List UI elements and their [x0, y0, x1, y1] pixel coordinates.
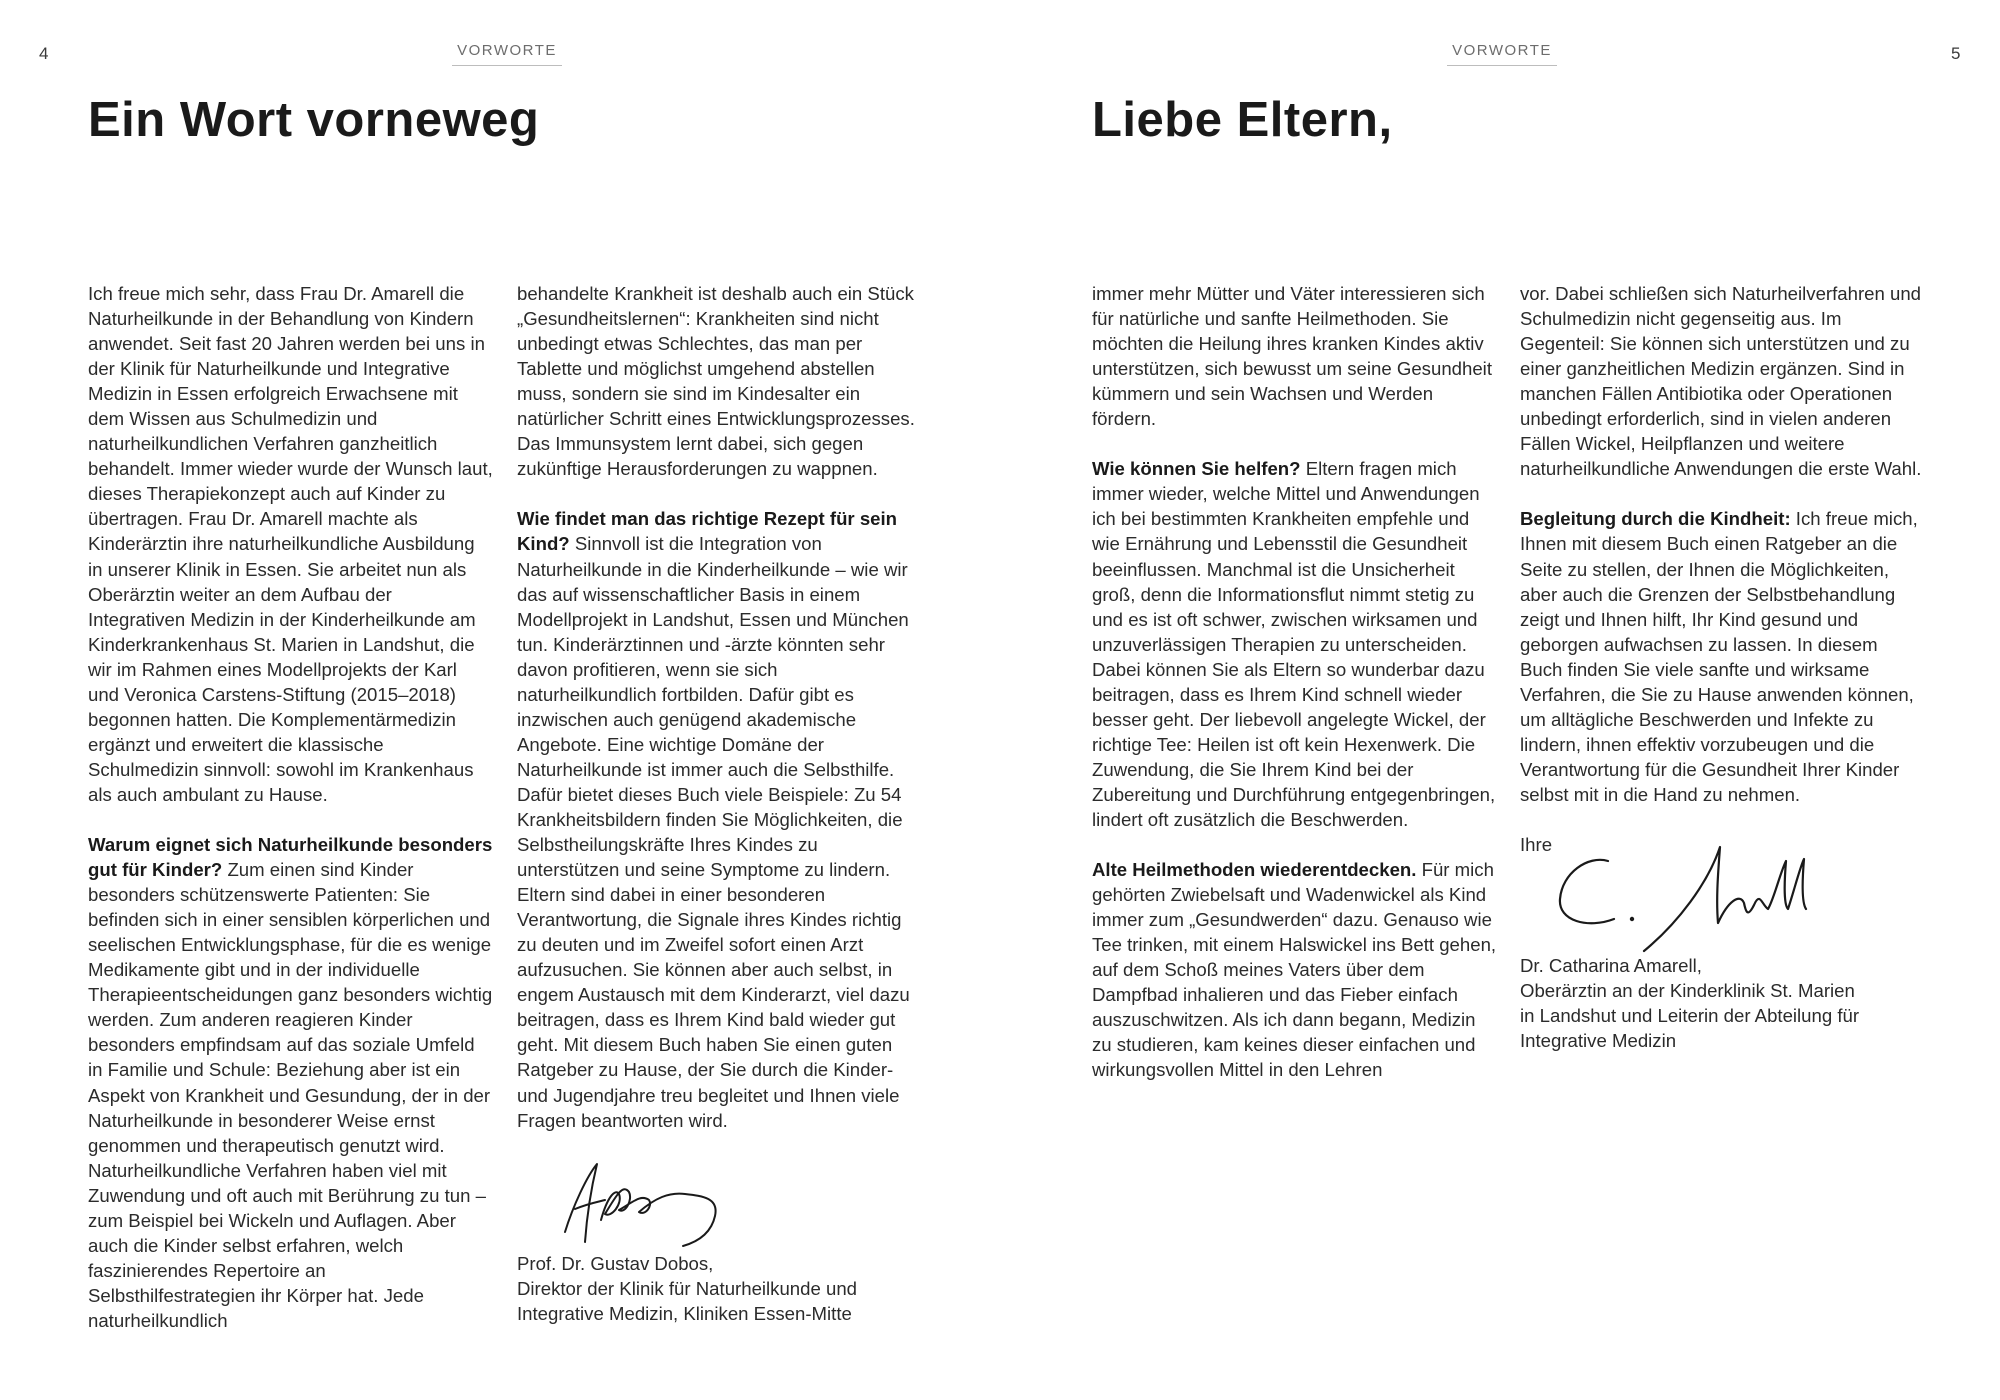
paragraph: Ich freue mich sehr, dass Frau Dr. Amarell die Naturheilkunde in der Behandlung von Kindern anwendet. Seit fast 20 Jahren werden bei uns in der Klinik für Naturheilkunde und Integrative Medizin in Essen erfolgreich Erwachsene mit dem Wissen aus Schulmedizin und naturheilkundlichen Verfahren ganzheitlich behandelt. Immer wieder wurde der Wunsch laut, dieses Therapiekonzept auch auf Kinder zu übertragen. Frau Dr. Amarell machte als Kinderärztin ihre naturheilkundliche Ausbildung in unserer Klinik in Essen. Sie arbeitet nun als Oberärztin weiter an dem Aufbau der Integrativen Medizin in der Kinderheilkunde am Kinderkrankenhaus St. Marien in Landshut, die wir im Rahmen eines Modellprojekts der Karl und Veronica Carstens-Stiftung (2015–2018) begonnen hatten. Die Komplementärmedizin ergänzt und erweitert die klassische Schulmedizin sinnvoll: sowohl im Krankenhaus als auch ambulant zu Hause.: [88, 283, 493, 805]
page-title-left: Ein Wort vorneweg: [88, 93, 540, 147]
paragraph: behandelte Krankheit ist deshalb auch ein Stück „Gesundheitslernen“: Krankheiten sind nicht unbedingt etwas Schlechtes, das man per Tablette und möglichst umgehend abstellen muss, sondern sie sind im Kindesalter ein natürlicher Schritt eines Entwicklungsprozesses. Das Immunsystem lernt dabei, sich gegen zukünftige Herausforderungen zu wappnen.: [517, 283, 915, 480]
paragraph: [1520, 506, 1925, 807]
paragraph-heading: Wie können Sie helfen?: [1092, 458, 1301, 480]
signature-dobos: [557, 1154, 767, 1249]
signer-role: in Landshut und Leiterin der Abteilung für: [1520, 1005, 1860, 1027]
paragraph: vor. Dabei schließen sich Naturheilverfahren und Schulmedizin nicht gegenseitig aus. Im Gegenteil: Sie können sich unterstützen und zu einer ganzheitlichen Medizin ergänzen. Sind in manchen Fällen Antibiotika oder Operationen unbedingt erforderlich, sind in vielen anderen Fällen Wickel, Heilpflanzen und weitere naturheilkundliche Anwendungen die erste Wahl.: [1520, 283, 1922, 480]
signer-block: [1520, 953, 1925, 1053]
signature-amarell: [1548, 843, 1838, 953]
paragraph-heading: Wie findet man das richtige Rezept für sein Kind?: [517, 508, 898, 555]
page-title-right: Liebe Eltern,: [1092, 93, 1393, 147]
left-column-1: [88, 281, 493, 1333]
paragraph-body: Eltern fragen mich immer wieder, welche Mittel und Anwendungen ich bei bestimmten Krankheiten empfehle und wie Ernährung und Lebensstil die Gesundheit beeinflussen. Manchmal ist die Unsicherheit groß, denn die Informationsflut nimmt stetig zu und es ist oft schwer, zwischen wirksamen und unzuverlässigen Therapien zu unterscheiden. Dabei können Sie als Eltern so wunderbar dazu beitragen, dass es Ihrem Kind schnell wieder besser geht. Der liebevoll angelegte Wickel, der richtige Tee: Heilen ist oft kein Hexenwerk. Die Zuwendung, die Sie Ihrem Kind bei der Zubereitung und Durchführung entgegenbringen, lindert oft zusätzlich die Beschwerden.: [1092, 458, 1496, 830]
running-head-right: VORWORTE: [1447, 42, 1557, 66]
paragraph-body: Ich freue mich, Ihnen mit diesem Buch einen Ratgeber an die Seite zu stellen, der Ihnen die Möglichkeiten, aber auch die Grenzen der Selbstbehandlung zeigt und Ihnen hilft, Ihr Kind gesund und geborgen aufwachsen zu lassen. In diesem Buch finden Sie viele sanfte und wirksame Verfahren, die Sie zu Hause anwenden können, um alltägliche Beschwerden und Infekte zu lindern, ihnen effektiv vorzubeugen und die Verantwortung für die Gesundheit Ihrer Kinder selbst mit in die Hand zu nehmen.: [1520, 508, 1918, 805]
signer-role: Direktor der Klinik für Naturheilkunde und: [517, 1277, 858, 1299]
right-column-2: [1520, 281, 1925, 1053]
page-number-right: 5: [1951, 44, 1961, 63]
signer-role: Integrative Medizin: [1520, 1030, 1677, 1052]
signer-block: [517, 1251, 922, 1326]
signer-role: Integrative Medizin, Kliniken Essen-Mitte: [517, 1302, 852, 1324]
signer-name: Prof. Dr. Gustav Dobos,: [517, 1252, 714, 1274]
paragraph: [517, 506, 922, 1132]
page-number-left: 4: [39, 44, 49, 63]
closing: Ihre: [1520, 834, 1553, 856]
paragraph: [1092, 456, 1497, 832]
paragraph: [88, 832, 493, 1333]
paragraph-heading: Begleitung durch die Kindheit:: [1520, 508, 1791, 530]
paragraph-body: Für mich gehörten Zwiebelsaft und Wadenwickel als Kind immer zum „Gesundwerden“ dazu. Genauso wie Tee trinken, mit einem Halswickel ins Bett gehen, auf dem Schoß meines Vaters über dem Dampfbad inhalieren und das Fieber einfach auszuschwitzen. Als ich dann begann, Medizin zu studieren, kam keines dieser einfachen und wirkungsvollen Mittel in den Lehren: [1092, 859, 1497, 1081]
paragraph-heading: Warum eignet sich Naturheilkunde besonders gut für Kinder?: [88, 834, 493, 881]
paragraph-heading: Alte Heilmethoden wiederentdecken.: [1092, 859, 1417, 881]
paragraph: immer mehr Mütter und Väter interessieren sich für natürliche und sanfte Heilmethoden. Sie möchten die Heilung ihres kranken Kindes aktiv unterstützen, sich bewusst um seine Gesundheit kümmern und sein Wachsen und Werden fördern.: [1092, 283, 1492, 430]
paragraph-body: Sinnvoll ist die Integration von Naturheilkunde in die Kinderheilkunde – wie wir das auf wissenschaftlicher Basis in einem Modellprojekt in Landshut, Essen und München tun. Kinderärztinnen und -ärzte könnten sehr davon profitieren, wenn sie sich naturheilkundlich fortbilden. Dafür gibt es inzwischen auch genügend akademische Angebote. Eine wichtige Domäne der Naturheilkunde ist immer auch die Selbsthilfe. Dafür bietet dieses Buch viele Beispiele: Zu 54 Krankheitsbildern finden Sie Möglichkeiten, die Selbstheilungskräfte Ihres Kindes zu unterstützen und seine Symptome zu lindern. Eltern sind dabei in einer besonderen Verantwortung, die Signale ihres Kindes richtig zu deuten und im Zweifel sofort einen Arzt aufzusuchen. Sie können aber auch selbst, in engem Austausch mit dem Kinderarzt, viel dazu beitragen, dass es Ihrem Kind bald wieder gut geht. Mit diesem Buch haben Sie einen guten Ratgeber zu Hause, der Sie durch die Kinder- und Jugendjahre treu begleitet und Ihnen viele Fragen beantworten wird.: [517, 533, 910, 1131]
left-column-2: [517, 281, 922, 1326]
paragraph-body: Zum einen sind Kinder besonders schützenswerte Patienten: Sie befinden sich in einer sensiblen körperlichen und seelischen Entwicklungsphase, für die es wenige Medikamente gibt und in der individuelle Therapieentscheidungen ganz besonders wichtig werden. Zum anderen reagieren Kinder besonders empfindsam auf das soziale Umfeld in Familie und Schule: Beziehung aber ist ein Aspekt von Krankheit und Gesundung, der in der Naturheilkunde in besonderer Weise ernst genommen und therapeutisch genutzt wird. Naturheilkundliche Verfahren haben viel mit Zuwendung und oft auch mit Berührung zu tun – zum Beispiel bei Wickeln und Auflagen. Aber auch die Kinder selbst erfahren, welch faszinierendes Repertoire an Selbsthilfestrategien ihr Körper hat. Jede naturheilkundlich: [88, 859, 493, 1331]
signer-role: Oberärztin an der Kinderklinik St. Marien: [1520, 980, 1855, 1002]
right-column-1: [1092, 281, 1497, 1083]
running-head-left: VORWORTE: [452, 42, 562, 66]
paragraph: [1092, 857, 1497, 1082]
signer-name: Dr. Catharina Amarell,: [1520, 955, 1702, 977]
